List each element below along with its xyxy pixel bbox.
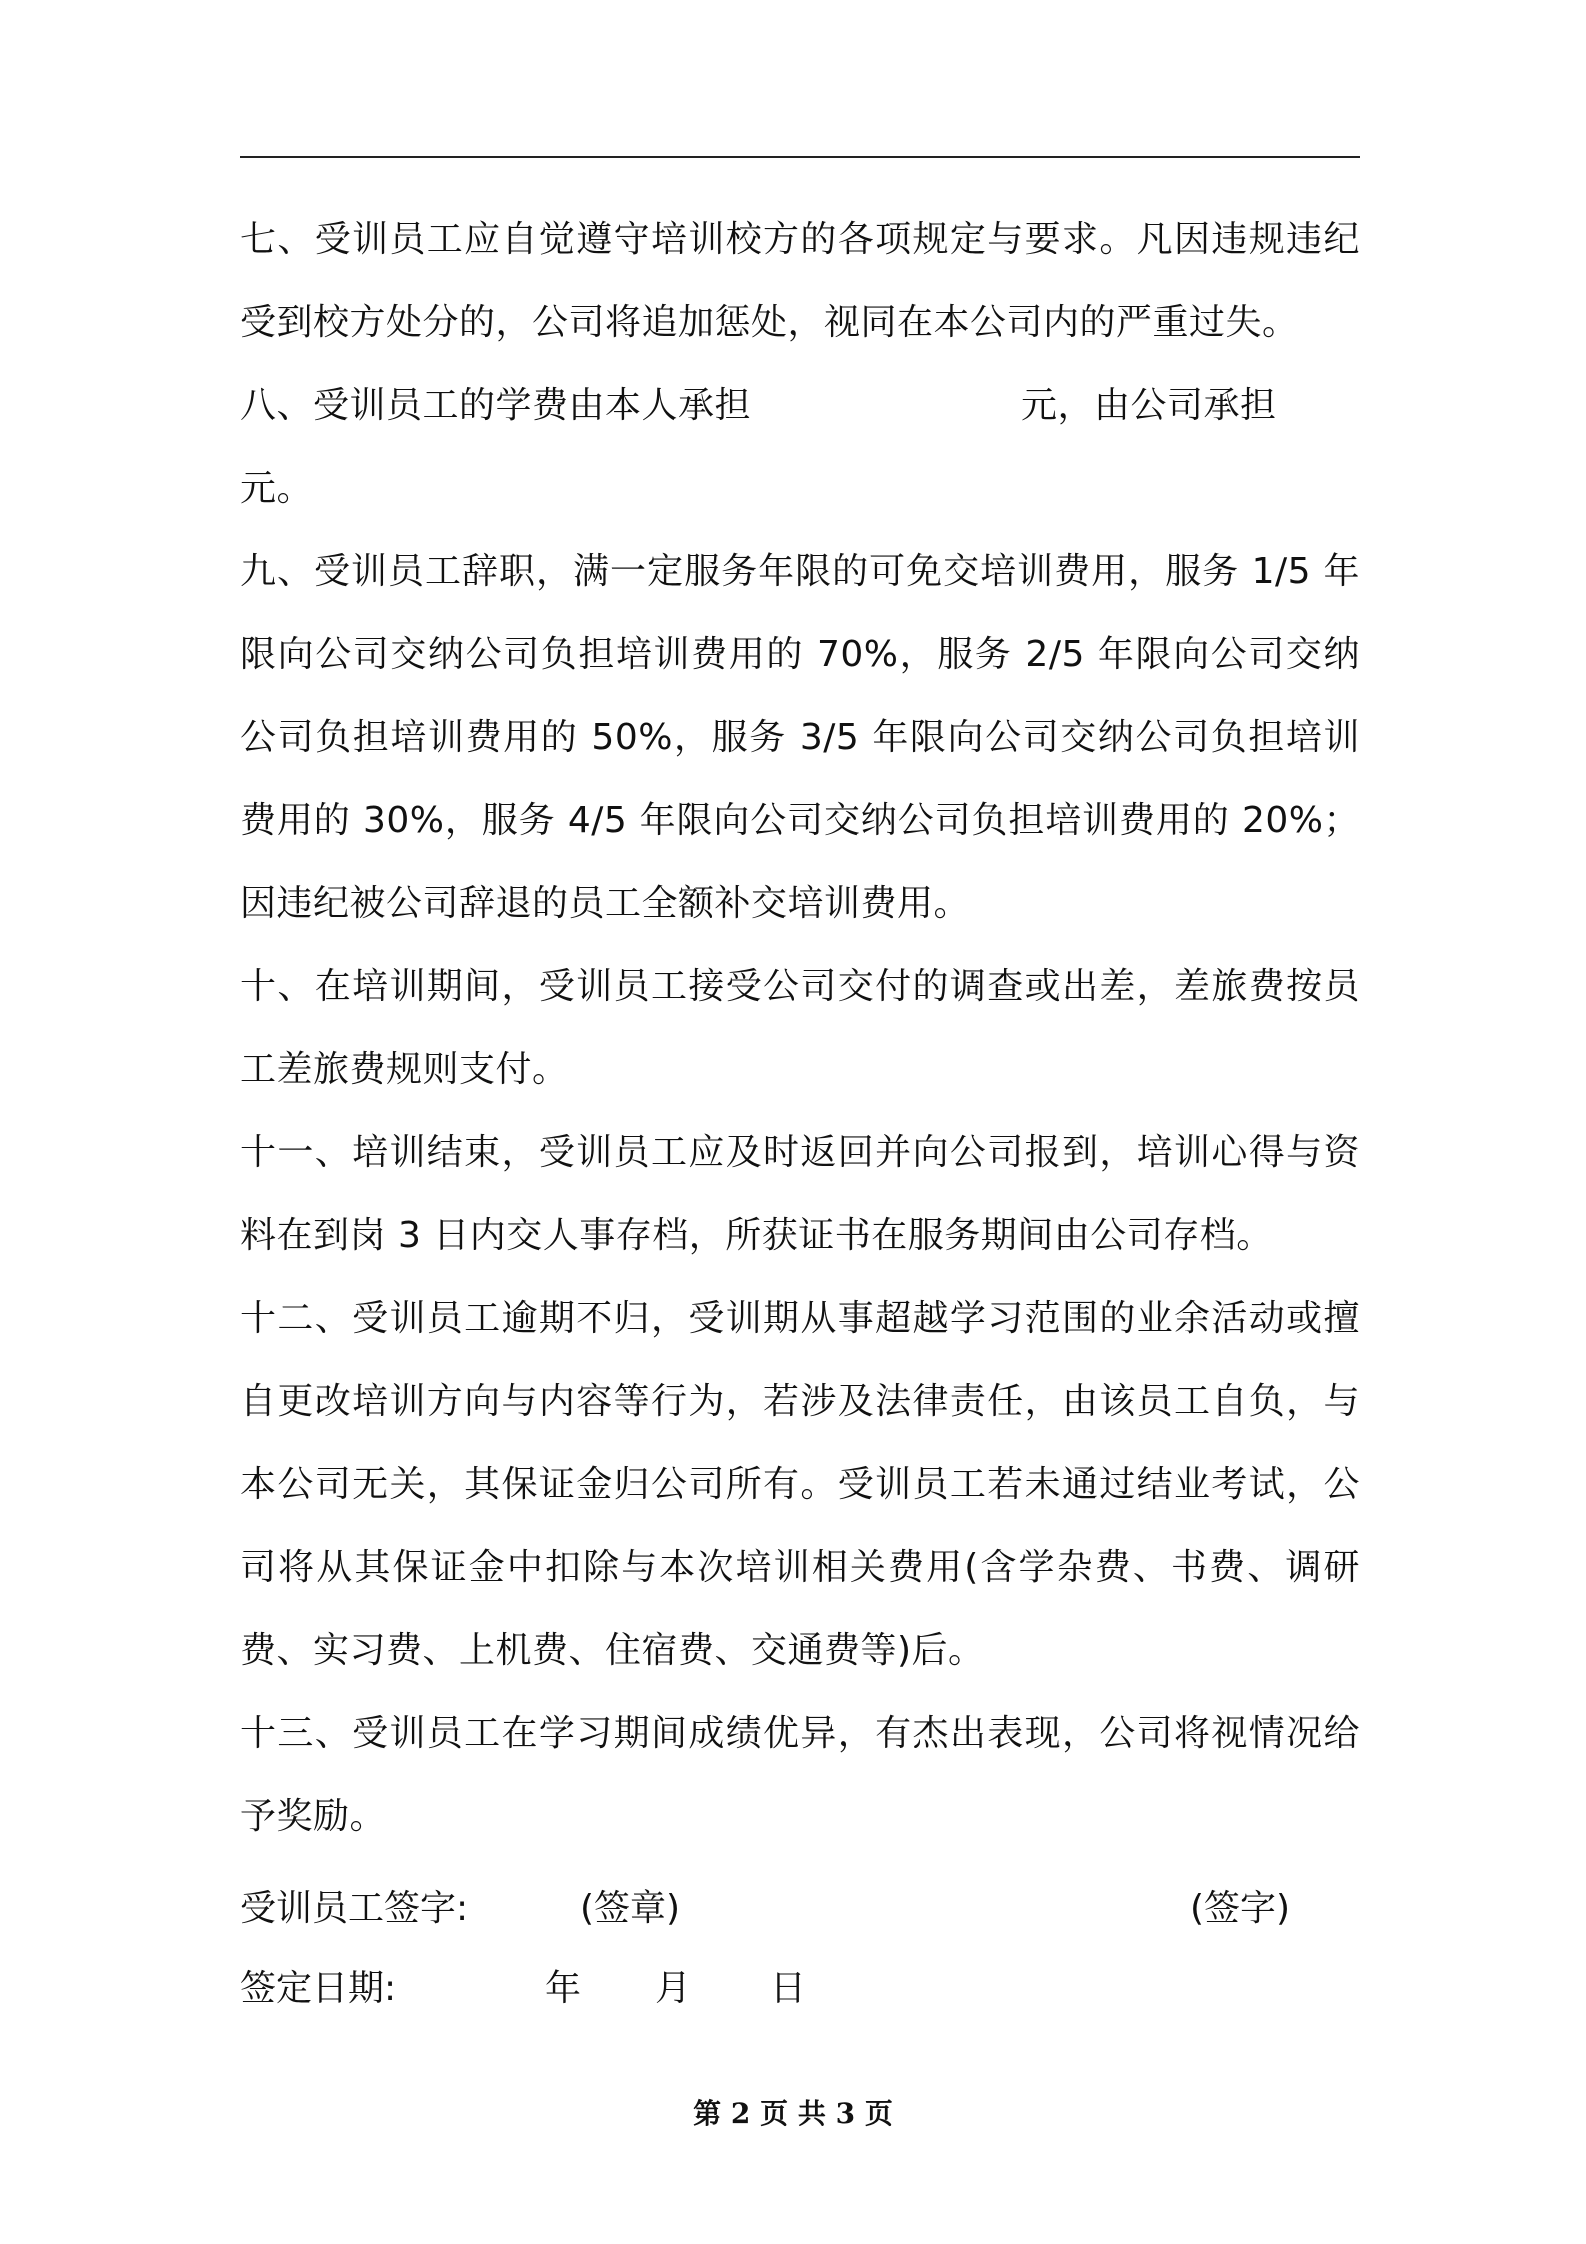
clause-11: 十一、培训结束，受训员工应及时返回并向公司报到，培训心得与资料在到岗 3 日内交人事存档，所获证书在服务期间由公司存档。 [240, 1132, 1360, 1256]
sign-label: (签字) [1190, 1888, 1291, 1929]
clause-8-part1: 八、受训员工的学费由本人承担 [240, 385, 752, 426]
signature-row [240, 1880, 1360, 1940]
header-rule [240, 156, 1360, 158]
month-label: 月 [655, 1968, 692, 2009]
clause-8-part3: 元。 [240, 468, 314, 509]
year-label: 年 [545, 1968, 582, 2009]
seal-label: (签章) [580, 1888, 681, 1929]
date-row [240, 1960, 1360, 2020]
document-body [240, 198, 1360, 1858]
day-label: 日 [770, 1968, 807, 2009]
clause-12: 十二、受训员工逾期不归，受训期从事超越学习范围的业余活动或擅自更改培训方向与内容等行为，若涉及法律责任，由该员工自负，与本公司无关，其保证金归公司所有。受训员工若未通过结业考试，公司将从其保证金中扣除与本次培训相关费用(含学杂费、书费、调研费、实习费、上机费、住宿费、交通费等)后。 [240, 1298, 1360, 1671]
clause-7: 七、受训员工应自觉遵守培训校方的各项规定与要求。凡因违规违纪受到校方处分的，公司将追加惩处，视同在本公司内的严重过失。 [240, 219, 1360, 343]
clause-8 [240, 364, 1360, 530]
date-label: 签定日期: [240, 1968, 397, 2009]
clause-13: 十三、受训员工在学习期间成绩优异，有杰出表现，公司将视情况给予奖励。 [240, 1713, 1360, 1837]
clause-9: 九、受训员工辞职，满一定服务年限的可免交培训费用，服务 1/5 年限向公司交纳公司负担培训费用的 70%，服务 2/5 年限向公司交纳公司负担培训费用的 50%，服务 3/5 年限向公司交纳公司负担培训费用的 30%，服务 4/5 年限向公司交纳公司负担培训费用的 20%；因违纪被公司辞退的员工全额补交培训费用。 [240, 551, 1360, 924]
trainee-signature-label: 受训员工签字: [240, 1888, 469, 1929]
clause-8-part2: 元，由公司承担 [1021, 385, 1277, 426]
clause-10: 十、在培训期间，受训员工接受公司交付的调查或出差，差旅费按员工差旅费规则支付。 [240, 966, 1360, 1090]
page-footer: 第 2 页 共 3 页 [693, 2097, 893, 2130]
